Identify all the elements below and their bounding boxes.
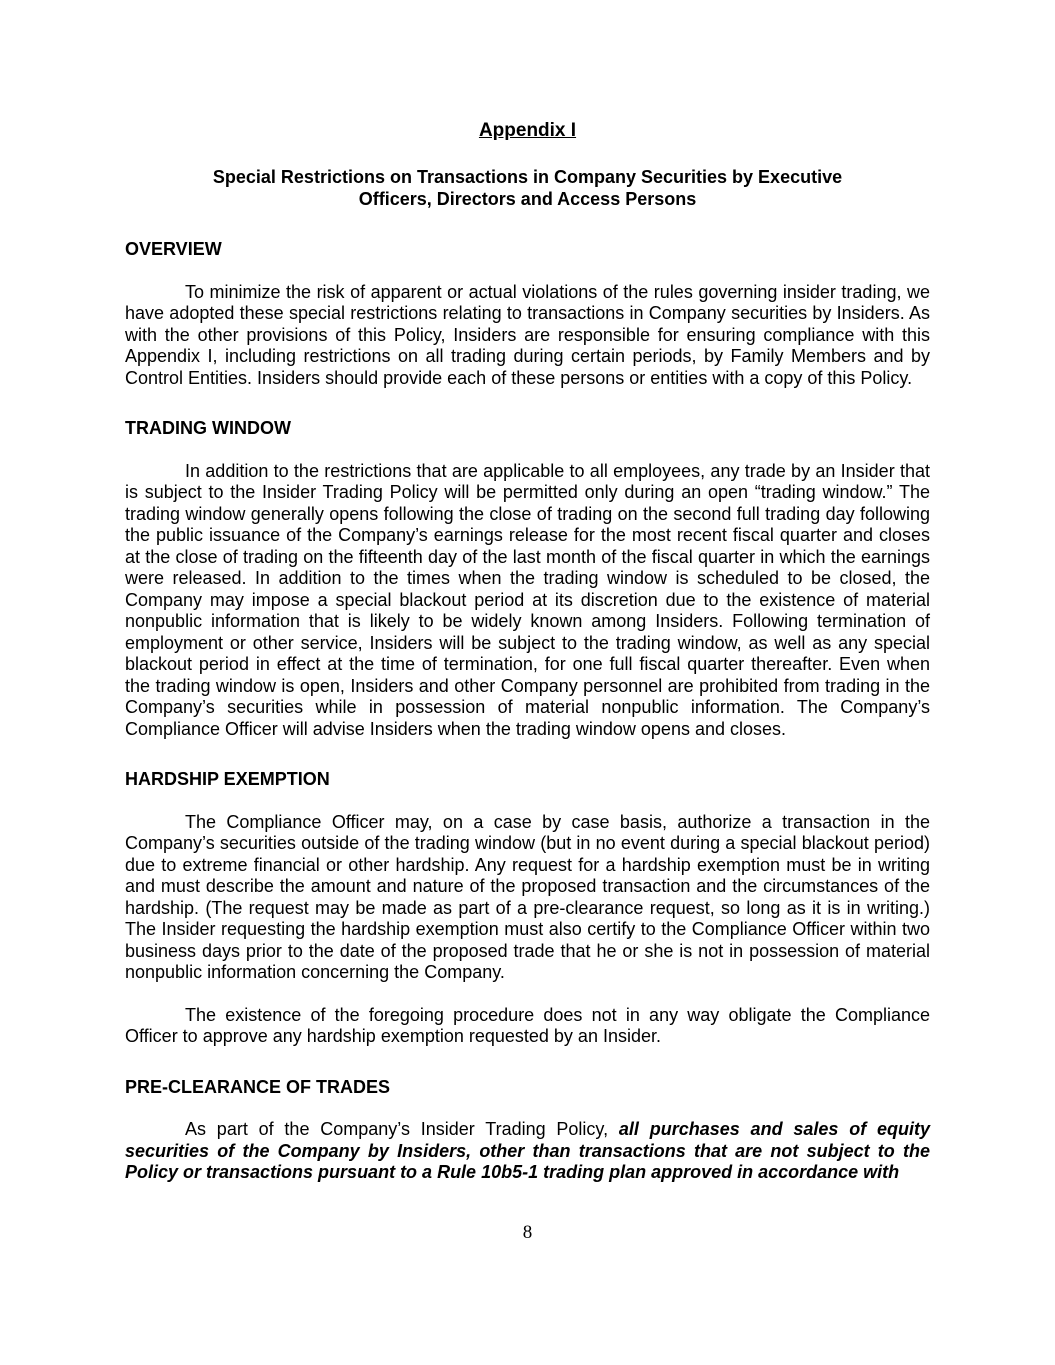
section-heading: OVERVIEW <box>125 239 222 259</box>
document-subtitle: Special Restrictions on Transactions in Company Securities by Executive Officers, Directors and Access Persons <box>212 167 843 209</box>
paragraph <box>125 1119 930 1184</box>
document-title: Appendix I <box>478 120 577 141</box>
document-body <box>125 239 930 1184</box>
paragraph <box>125 1005 930 1048</box>
paragraph <box>125 812 930 984</box>
text-run: In addition to the restrictions that are applicable to all employees, any trade by an Insider that is subject to the Insider Trading Policy will be permitted only during an open “trading window.” The trading window generally opens following the close of trading on the second full trading day following the public issuance of the Company’s earnings release for the most recent fiscal quarter and closes at the close of trading on the fifteenth day of the last month of the fiscal quarter in which the earnings were released. In addition to the times when the trading window is scheduled to be closed, the Company may impose a special blackout period at its discretion due to the existence of material nonpublic information that is likely to be widely known among Insiders. Following termination of employment or other service, Insiders will be subject to the trading window, as well as any special blackout period in effect at the time of termination, for one full fiscal quarter thereafter. Even when the trading window is open, Insiders and other Company personnel are prohibited from trading in the Company’s securities while in possession of material nonpublic information. The Company’s Compliance Officer will advise Insiders when the trading window opens and closes. <box>125 460 930 739</box>
section-heading: PRE-CLEARANCE OF TRADES <box>125 1076 391 1097</box>
text-run: To minimize the risk of apparent or actual violations of the rules governing insider trading, we have adopted these special restrictions relating to transactions in Company securities by Insiders. As with the other provisions of this Policy, Insiders are responsible for ensuring compliance with this Appendix I, including restrictions on all trading during certain periods, by Family Members and by Control Entities. Insiders should provide each of these persons or entities with a copy of this Policy. <box>125 281 930 388</box>
text-run: The existence of the foregoing procedure does not in any way obligate the Compliance Officer to approve any hardship exemption requested by an Insider. <box>125 1004 930 1046</box>
paragraph <box>125 461 930 741</box>
section-heading: TRADING WINDOW <box>125 418 291 438</box>
section-heading: HARDSHIP EXEMPTION <box>125 769 330 789</box>
text-run: all purchases and sales of equity securities of the Company by Insiders, other than transactions that are not subject to the Policy or transactions pursuant to a Rule 10b5-1 trading plan approved in accordance with <box>125 1119 930 1182</box>
text-run: The Compliance Officer may, on a case by case basis, authorize a transaction in the Company’s securities outside of the trading window (but in no event during a special blackout period) due to extreme financial or other hardship. Any request for a hardship exemption must be in writing and must describe the amount and nature of the proposed transaction and the circumstances of the hardship. (The request may be made as part of a pre-clearance request, so long as it is in writing.) The Insider requesting the hardship exemption must also certify to the Compliance Officer within two business days prior to the date of the proposed trade that he or she is not in possession of material nonpublic information concerning the Company. <box>125 811 930 982</box>
paragraph <box>125 282 930 390</box>
text-run: As part of the Company’s Insider Trading Policy, <box>185 1119 619 1139</box>
page-number: 8 <box>522 1222 533 1243</box>
